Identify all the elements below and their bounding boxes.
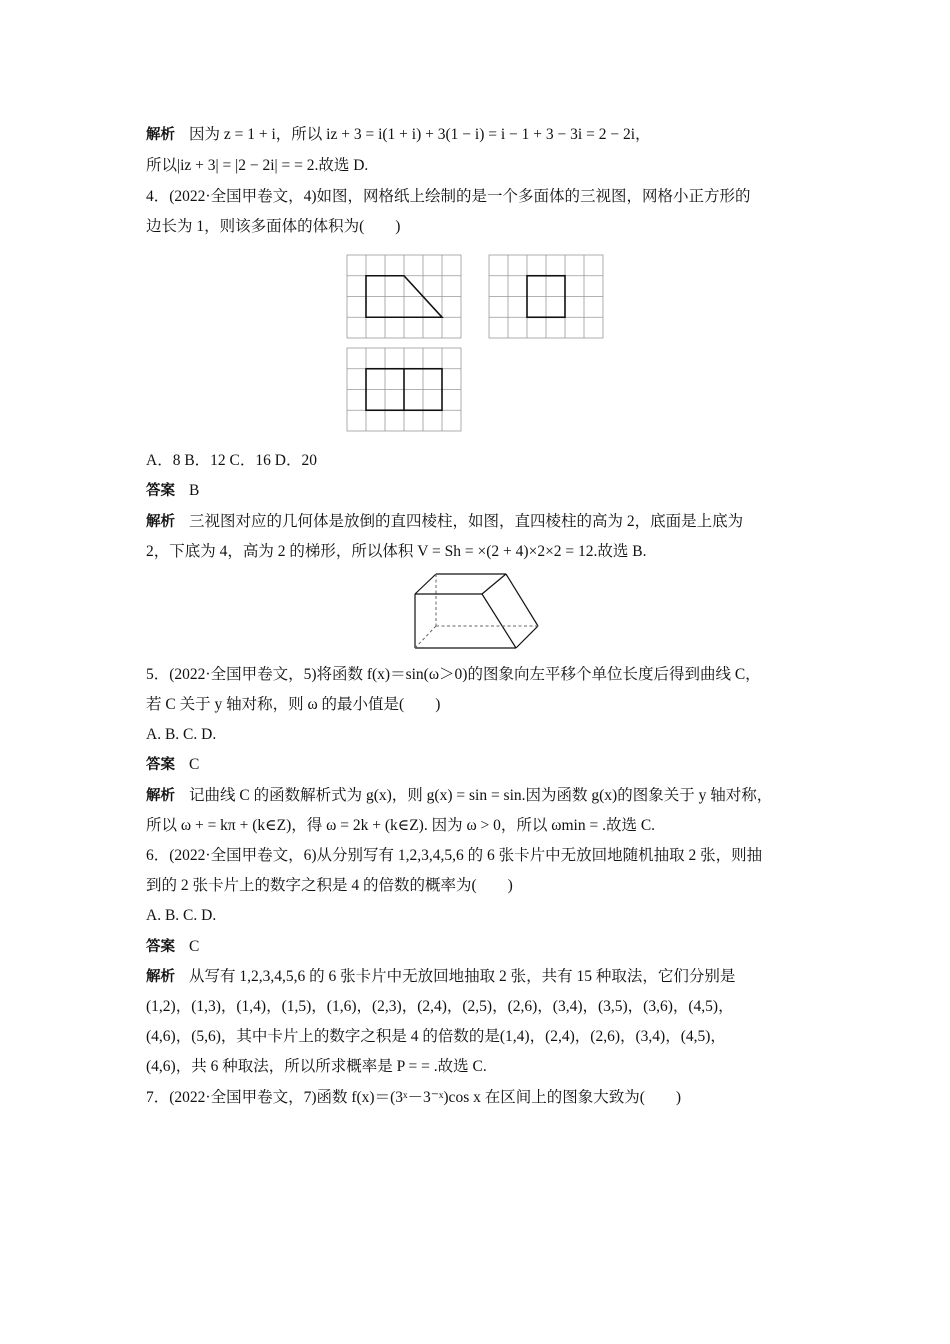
answer-value: C	[189, 756, 200, 773]
prism-figure	[410, 572, 542, 650]
answer-value: C	[189, 938, 200, 955]
answer-4	[146, 481, 199, 501]
line-text: 记曲线 C 的函数解析式为 g(x)，则 g(x) = sin = sin.因为函数 g(x)的图象关于 y 轴对称，	[189, 787, 773, 804]
line-2: 所以|iz + 3| = |2 − 2i| = = 2.故选 D.	[146, 157, 369, 174]
analysis-label: 解析	[146, 514, 175, 530]
analysis-label: 解析	[146, 788, 175, 804]
question-5-line-1: 5．(2022·全国甲卷文，5)将函数 f(x)＝sin(ω＞0)的图象向左平移个单位长度后得到曲线 C，	[146, 666, 761, 683]
analysis-4-line-2: 2，下底为 4，高为 2 的梯形，所以体积 V = Sh = ×(2 + 4)×2×2 = 12.故选 B.	[146, 543, 647, 560]
analysis-6-line-3: (4,6)，(5,6)，其中卡片上的数字之积是 4 的倍数的是(1,4)，(2,4)，(2,6)，(3,4)，(4,5)，	[146, 1028, 726, 1045]
question-4-options: A．8 B．12 C．16 D．20	[146, 452, 317, 469]
line-text: 从写有 1,2,3,4,5,6 的 6 张卡片中无放回地抽取 2 张，共有 15 种取法，它们分别是	[189, 968, 736, 985]
answer-label: 答案	[146, 939, 175, 955]
answer-label: 答案	[146, 483, 175, 499]
line-1	[146, 125, 651, 145]
question-4-line-1: 4．(2022·全国甲卷文，4)如图，网格纸上绘制的是一个多面体的三视图，网格小正方形的	[146, 188, 751, 205]
answer-value: B	[189, 482, 200, 499]
question-5-line-2: 若 C 关于 y 轴对称，则 ω 的最小值是( )	[146, 696, 441, 713]
question-5-options: A. B. C. D.	[146, 726, 217, 743]
three-view-figure	[346, 254, 606, 434]
analysis-4-line-1	[146, 512, 743, 532]
side-view-grid	[489, 255, 603, 338]
analysis-label: 解析	[146, 127, 175, 143]
analysis-5-line-2: 所以 ω + = kπ + (k∈Z)，得 ω = 2k + (k∈Z). 因为 ω > 0，所以 ωmin = .故选 C.	[146, 817, 656, 834]
question-6-line-1: 6．(2022·全国甲卷文，6)从分别写有 1,2,3,4,5,6 的 6 张卡片中无放回地随机抽取 2 张，则抽	[146, 847, 763, 864]
answer-6	[146, 937, 199, 957]
analysis-label: 解析	[146, 969, 175, 985]
question-6-options: A. B. C. D.	[146, 907, 217, 924]
question-6-line-2: 到的 2 张卡片上的数字之积是 4 的倍数的概率为( )	[146, 877, 513, 894]
question-7-line-1: 7．(2022·全国甲卷文，7)函数 f(x)＝(3ˣ－3⁻ˣ)cos x 在区间上的图象大致为( )	[146, 1089, 682, 1106]
analysis-5-line-1	[146, 786, 772, 806]
analysis-6-line-4: (4,6)，共 6 种取法，所以所求概率是 P = = .故选 C.	[146, 1058, 487, 1075]
question-4-line-2: 边长为 1，则该多面体的体积为( )	[146, 218, 401, 235]
line-text: 因为 z = 1 + i，所以 iz + 3 = i(1 + i) + 3(1 − i) = i − 1 + 3 − 3i = 2 − 2i，	[189, 126, 651, 143]
analysis-6-line-1	[146, 967, 735, 987]
answer-label: 答案	[146, 757, 175, 773]
analysis-6-line-2: (1,2)，(1,3)，(1,4)，(1,5)，(1,6)，(2,3)，(2,4)，(2,5)，(2,6)，(3,4)，(3,5)，(3,6)，(4,5)，	[146, 998, 734, 1015]
answer-5	[146, 755, 199, 775]
line-text: 三视图对应的几何体是放倒的直四棱柱，如图，直四棱柱的高为 2，底面是上底为	[189, 513, 744, 530]
front-view-grid	[347, 255, 461, 338]
